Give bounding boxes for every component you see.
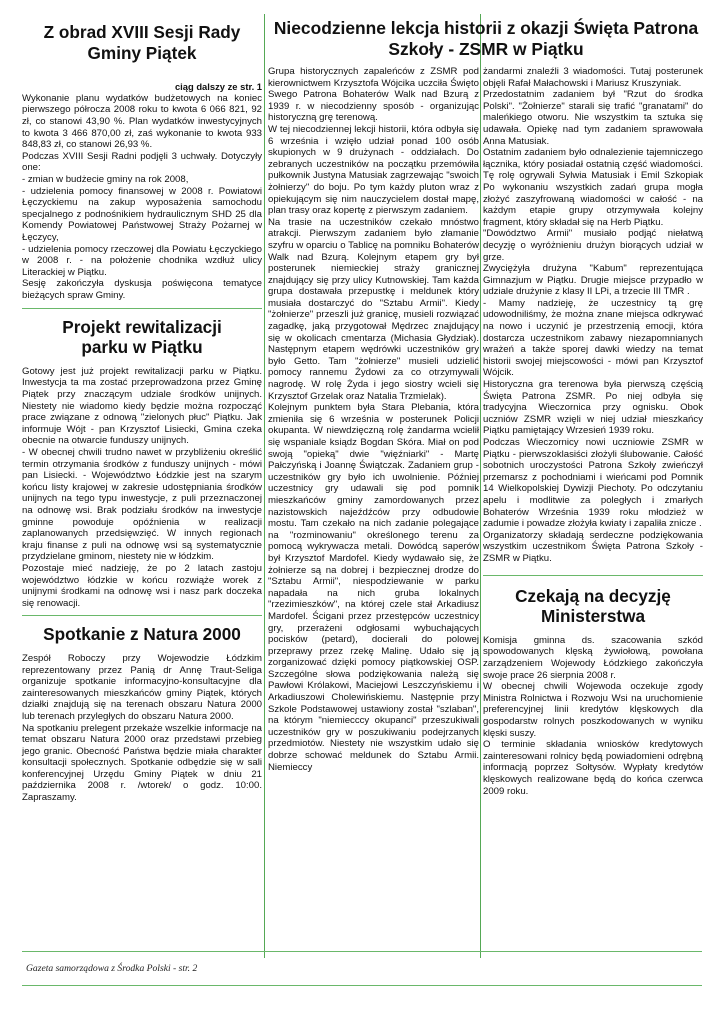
section-divider	[483, 575, 703, 576]
paragraph: - udzielenia pomocy rzeczowej dla Powiatu Łęczyckiego w 2008 r. - na położenie chodnika wzdłuż ulicy Literackiej w Piątku.	[22, 243, 262, 278]
right-column	[483, 66, 703, 797]
article-decyzja	[483, 586, 703, 798]
page-footer: Gazeta samorządowa z Środka Polski - str. 2	[26, 963, 198, 974]
paragraph: Na trasie na uczestników czekało mnóstwo atrakcji. Pierwszym zadaniem było złamanie szyfru w oparciu o Tablicę na pomniku Bohaterów Walk nad Bzurą. Kolejnym etapem gry był posterunek niemieckiej straży granicznej znajdujący się przy ulicy Kutnowskiej. Tam każda grupa dostawała przepustkę i meldunek który musiała dostarczyć do "Sztabu Armii". Kiedy "żołnierze" przeszli już granicę, musieli rozwiązać zagadkę, jaką przygotował Mędrzec znajdujący się w okolicach cmentarza (Michasia Głydziak). Następnym etapem wędrówki uczestników gry było Getto. Tam "żołnierze" musieli udzielić pomocy rannemu Żydowi za co otrzymywali nagrodę. W rolę Żyda i jego siostry wcieli się Krzysztof Grzelak oraz Natalia Trzmielak).	[268, 216, 479, 402]
paragraph: Kolejnym punktem była Stara Plebania, która zmieniła się 6 września w posterunek Policji okupanta. W niewdzięczną rolę żandarma wcielił się wspaniale ksiądz Bogdan Skóra. Miał on pod swoją "opieką" dwie "więźniarki" - Martę Pałczyńską i Joannę Świątczak. Zadaniem grup - uczestników gry było ich uwolnienie. Później uczestnicy gry udawali się pod pomnik mieszkańców gminy zamordowanych przez nazistowskich najeźdźców przy odbudowie mostu. Tam czekało na nich zadanie polegające na "rozminowaniu" określonego terenu za pomocą wykrywacza metali. Dowódcą saperów był Krzysztof Mardofel. Kiedy wydawało się, że żołnierze są na dobrej i bezpiecznej drodze do "Sztabu Armii", niespodziewanie w parku napadała na nich gruba lokalnych "rzezimieszków", na której czele stał Arkadiusz Mardofel. Ścigani przez przestępców uczestnicy gry, przerażeni odgłosami wybuchających pocisków (petard), docierali do polowej przeprawy przez rzekę Malinę. Udało się ją zorganizować dzięki pomocy piątkowskiej OSP. Szczególne słowa podziękowania należą się Pawłowi Królakowi, Maciejowi Leszczyńskiemu i Arkadiuszowi Cholewińskiemu. Następnie przy Szkole Podstawowej ustawiony został "szlaban", na którym "niemiecccy okupanci" przeszukiwali uczestników gry w poszukiwaniu podejrzanych przedmiotów. Niestety nie wszystkim udało się dobrze schować meldunek do Sztabu Armii. Niemieccy	[268, 402, 479, 773]
paragraph: Historyczna gra terenowa była pierwszą częścią Święta Patrona ZSMR. Po niej odbyła się tradycyjna Wieczornica przy ognisku. Obok uczniów ZSMR wzięli w niej udział mieszkańcy Piątku pamiętający Wrzesień 1939 roku.	[483, 379, 703, 437]
footer-bottom-divider	[22, 985, 702, 986]
paragraph: - W obecnej chwili trudno nawet w przybliżeniu określić termin otrzymania środków z funduszy unijnych - mówi pan Lisiecki. - Województwo Łódzkie jest na szarym końcu listy krajowej w zakresie udostępniania środków unijnych na tego typu inwestycje, z puli przeznaczonej na odnowę wsi. Brak podziału środków na inwestycje gminne powoduje opóźnienia w realizacji zaplanowanych przedsięwzięć. W innych regionach kraju finanse z puli na odnowę wsi są systematycznie przydzielane gminom, niestety nie w łódzkim.	[22, 447, 262, 563]
column-divider-right	[480, 14, 481, 958]
paragraph: W tej niecodziennej lekcji historii, która odbyła się 6 września i wzięło udział ponad 100 osób skupionych w 9 drużynach - oddziałach. Do zebranych uczestników na początku przemówiła pułkownik Justyna Matusiak zagrzewając "swoich żołnierzy" do boju. Po tym każdy pluton wraz z opiekującym się nim nauczycielem dostał mapę, plan trasy oraz kopertę z pierwszym zadaniem.	[268, 123, 479, 217]
paragraph: Wykonanie planu wydatków budżetowych na koniec pierwszego półrocza 2008 roku to kwota 6 066 821, 92 zł, co stanowi 43,90 %. Plan wydatków inwestycyjnych to kwota 3 466 870,00 zł, zaś wykonanie to kwota 933 848,83 zł, co stanowi 26,93 %.	[22, 92, 262, 151]
paragraph: Organizatorzy składają serdeczne podziękowania wszystkim uczestnikom Święta Patrona Szkoły - ZSMR w Piątku.	[483, 529, 703, 564]
article-natura	[22, 624, 262, 803]
paragraph: żandarmi znaleźli 3 wiadomości. Tutaj posterunek objęli Rafał Małachowski i Mariusz Kruszyniak.	[483, 66, 703, 89]
paragraph: - udzielenia pomocy finansowej w 2008 r. Powiatowi Łęczyckiemu na zakup wyposażenia samochodu specjalnego z podnośnikiem hydraulicznym SHD 25 dla Komendy Powiatowej Państwowej Straży Pożarnej w Łęczycy,	[22, 185, 262, 243]
article-title: Projekt rewitalizacji parku w Piątku	[62, 316, 222, 358]
paragraph: Podczas XVIII Sesji Radni podjęli 3 uchwały. Dotyczyły one:	[22, 150, 262, 174]
article-title: Czekają na decyzję Ministerstwa	[515, 585, 671, 627]
paragraph: Zwyciężyła drużyna "Kabum" reprezentująca Gimnazjum w Piątku. Drugie miejsce przypadło w udziale drużynie z klasy II LPi, a trzecie III TMR .	[483, 263, 703, 298]
section-divider	[22, 308, 262, 309]
paragraph: W obecnej chwili Wojewoda oczekuje zgody Ministra Rolnictwa i Rozwoju Wsi na uruchomienie preferencyjnej linii kredytów klęskowych dla gospodarstw rolnych poszkodowanych w wyniku klęski suszy.	[483, 681, 703, 739]
paragraph: Zespół Roboczy przy Wojewodzie Łódzkim reprezentowany przez Panią dr Annę Traut-Seliga organizuje spotkanie informacyjno-konsultacyjne dla zainteresowanych mieszkańców gminy Piątek, których działki znajdują się na terenach obszaru Natura 2000 lub terenach przyległych do obszaru Natura 2000.	[22, 652, 262, 722]
paragraph: Komisja gminna ds. szacowania szkód spowodowanych klęską żywiołową, powołana zarządzeniem Wojewody Łódzkiego zakończyła swoje prace 26 sierpnia 2008 r.	[483, 634, 703, 681]
paragraph: Pozostaje mieć nadzieję, że po 2 latach zastoju województwo łódzkie w końcu rozwiąże worek z unijnymi środkami na odnowę wsi i nasz park doczeka się renowacji.	[22, 562, 262, 609]
paragraph: - zmian w budżecie gminy na rok 2008,	[22, 174, 189, 186]
article-obrad	[22, 22, 262, 302]
article-projekt	[22, 317, 262, 610]
continued-note: ciąg dalszy ze str. 1	[174, 81, 262, 93]
paragraph: Gotowy jest już projekt rewitalizacji parku w Piątku. Inwestycja ta ma zostać przeprowadzona przez Gminę Piątek przy znaczącym udziale środków unijnych. Niestety nie wiadomo kiedy będzie można rozpocząć prace związane z odnową "zielonych płuc" Piątku. Jak informuje Wójt - pan Krzysztof Lisiecki, Gmina czeka obecnie na otwarcie funduszy unijnych.	[22, 365, 262, 447]
article-title: Z obrad XVIII Sesji Rady Gminy Piątek	[43, 22, 241, 63]
paragraph: O terminie składania wniosków kredytowych zainteresowani rolnicy będą powiadomieni odrębną informacją poprzez Sołtysów. Wypłaty kredytów klęskowych realizowane będą do końca czerwca 2009 roku.	[483, 739, 703, 797]
section-divider	[22, 615, 262, 616]
paragraph: Podczas Wieczornicy nowi uczniowie ZSMR w Piątku - pierwszoklasiści złożyli ślubowanie. Całość sobotnich uroczystości Patrona Szkoły zwieńczył przemarsz z pochodniami i wieńcami pod Pomnik 14 Wielkopolskiej Dywizji Piechoty. Po odczytaniu apelu i modlitwie za poległych i zmarłych Bohaterów Września 1939 roku młodzież w zadumie i powadze złożyła kwiaty i zapaliła znicze .	[483, 437, 703, 530]
paragraph: Grupa historycznych zapaleńców z ZSMR pod kierownictwem Krzysztofa Wójcika uczciła Święto Swego Patrona Bohaterów Walk nad Bzurą z 1939 r. w niecodzienny sposób - organizując historyczną grę terenową.	[268, 66, 479, 124]
footer-divider	[22, 951, 702, 952]
article-lekcja-part1	[268, 66, 479, 773]
article-title: Spotkanie z Natura 2000	[43, 624, 241, 645]
paragraph: Sesję zakończyła dyskusja poświęcona tematyce bieżących spraw Gminy.	[22, 278, 262, 301]
paragraph: Przedostatnim zadaniem był "Rzut do środka Polski". "Żołnierze" starali się trafić "granatami" do maleńkiego otworu. Nie wszystkim ta sztuka się udawała. Opiekę nad tym zadaniem sprawowała Anna Matusiak.	[483, 89, 703, 147]
article-lekcja-part2	[483, 66, 703, 565]
article-title-lekcja: Niecodzienne lekcja historii z okazji Święta Patrona Szkoły - ZSMR w Piątku	[273, 18, 699, 59]
paragraph: Ostatnim zadaniem było odnalezienie tajemniczego łącznika, który posiadał ostatnią część wiadomości. Tę rolę ogrywali Sylwia Matusiak i Emil Szkopiak Po wykonaniu wszystkich zadań grupa mogła złożyć zaszyfrowaną wiadomości w całość - na każdym etapie grupy otrzymywała kolejny fragment, który składał się na Herb Piątku.	[483, 147, 703, 228]
middle-column	[268, 66, 479, 773]
paragraph: - Mamy nadzieję, że uczestnicy tą grę udowodniliśmy, że można znane miejsca odkrywać na nowo i uczynić je przestrzenią emocji, która dostarcza uczestnikom zabawy niezapomnianych wrażeń a także sporej dawki wiedzy na temat historii swojej miejscowości - mówi pan Krzysztof Wójcik.	[483, 297, 703, 379]
column-divider-left	[264, 14, 265, 958]
paragraph: "Dowództwo Armii" musiało podjąć niełatwą decyzję o wyróżnieniu drużyn biorących udział w grze.	[483, 228, 703, 263]
left-column	[22, 18, 262, 804]
paragraph: Na spotkaniu prelegent przekaże wszelkie informacje na temat obszaru Natura 2000 oraz przedstawi przebieg jego granic. Obecność Państwa będzie miała charakter konsultacji społecznych. Spotkanie odbędzie się w sali konferencyjnej Urzędu Gminy Piątek w dniu 21 października 2008 r. /wtorek/ o godz. 10:00. Zapraszamy.	[22, 722, 262, 804]
